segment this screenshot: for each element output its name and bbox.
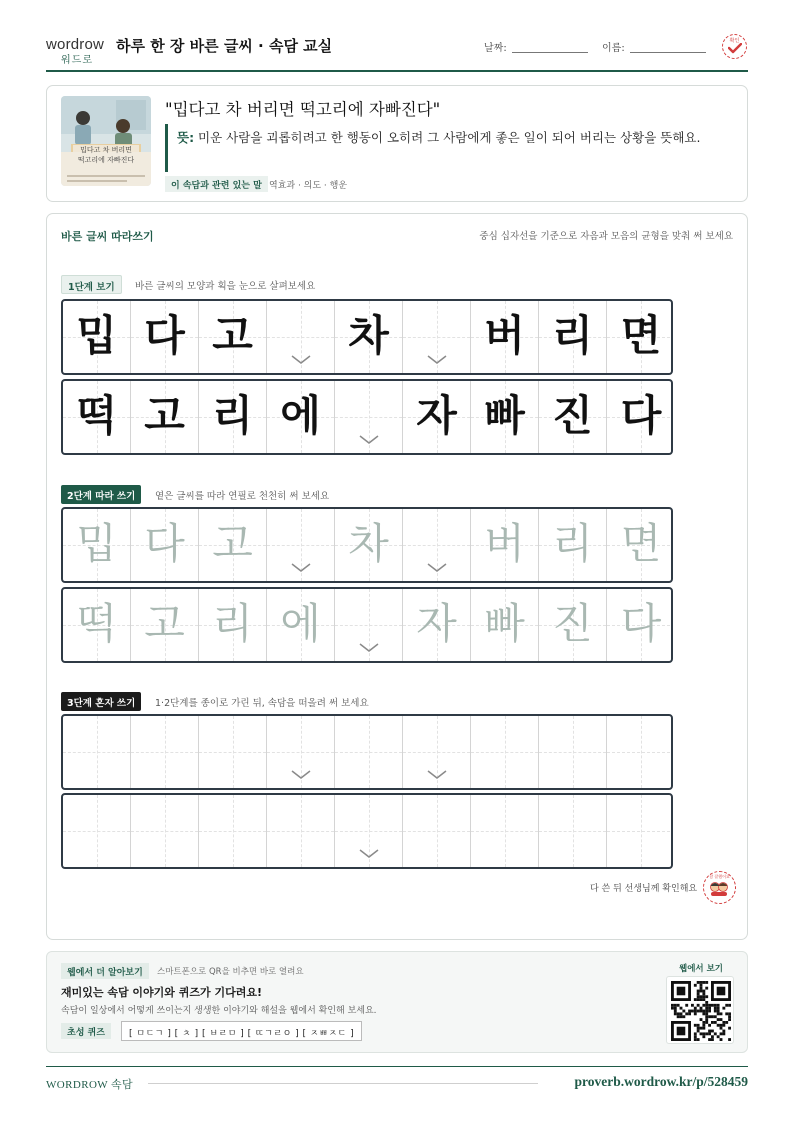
writing-cell [539,301,607,373]
trace-glyph: 밉 [76,519,117,568]
writing-cell[interactable] [403,509,471,581]
writing-cell[interactable] [63,589,131,661]
trace-glyph: 리 [212,599,253,648]
trace-glyph: 고 [212,519,253,568]
name-field[interactable] [630,52,706,53]
date-field[interactable] [512,52,588,53]
writing-cell[interactable] [335,509,403,581]
trace-glyph: 자 [416,599,457,648]
writing-cell[interactable] [403,716,471,788]
worksheet-header [46,30,748,72]
writing-cell[interactable] [131,716,199,788]
step3-badge: 3단계 혼자 쓰기 [61,692,141,711]
writing-cell [267,301,335,373]
writing-cell[interactable] [539,795,607,867]
meaning-label: 뜻: [177,130,195,145]
writing-cell [335,301,403,373]
writing-cell [63,301,131,373]
web-promo-section [46,951,748,1053]
model-glyph: 버 [484,311,525,360]
writing-cell[interactable] [471,795,539,867]
model-glyph: 면 [620,311,662,360]
space-mark-icon [427,563,447,573]
writing-cell[interactable] [471,716,539,788]
writing-cell [607,381,673,453]
writing-cell[interactable] [607,589,673,661]
page-title: 하루 한 장 바른 글씨 · 속담 교실 [116,37,333,55]
writing-cell[interactable] [539,589,607,661]
writing-cell[interactable] [267,589,335,661]
model-glyph: 리 [212,391,253,440]
model-glyph: 고 [212,311,253,360]
writing-cell [403,301,471,373]
trace-glyph: 면 [620,519,662,568]
web-view-label: 웹에서 보기 [679,964,724,974]
space-mark-icon [427,355,447,365]
writing-cell[interactable] [539,509,607,581]
related-words: 역효과 · 의도 · 행운 [269,181,348,191]
meaning-text: 미운 사람을 괴롭히려고 한 행동이 오히려 그 사람에게 좋은 일이 되어 버리는 상황을 뜻해요. [194,130,701,145]
trace-glyph: 떡 [76,599,117,648]
step3-description: 1·2단계를 종이로 가린 뒤, 속담을 떠올려 써 보세요 [155,698,369,709]
date-label: 날짜: [484,43,507,54]
practice-row [61,379,673,455]
practice-hint: 중심 십자선을 기준으로 자음과 모음의 균형을 맞춰 써 보세요 [479,231,733,242]
model-glyph: 빠 [484,391,525,440]
writing-cell [63,381,131,453]
writing-cell[interactable] [199,716,267,788]
practice-title: 바른 글씨 따라쓰기 [61,230,154,243]
qr-code-icon[interactable] [666,976,734,1044]
model-glyph: 고 [144,391,185,440]
space-mark-icon [291,355,311,365]
step2-badge: 2단계 따라 쓰기 [61,485,141,504]
writing-cell[interactable] [335,795,403,867]
writing-cell [471,301,539,373]
writing-cell [131,381,199,453]
practice-row[interactable] [61,587,673,663]
model-glyph: 자 [416,391,457,440]
space-mark-icon [427,770,447,780]
writing-cell[interactable] [267,716,335,788]
writing-cell[interactable] [607,795,673,867]
practice-row [61,299,673,375]
stamp-label: 참 잘했어요 [709,874,730,879]
writing-cell[interactable] [267,795,335,867]
related-words-tag: 이 속담과 관련 있는 말 [165,176,268,192]
name-label: 이름: [602,43,625,54]
model-glyph: 밉 [76,311,117,360]
writing-cell [131,301,199,373]
model-glyph: 리 [552,311,593,360]
footer-rule [148,1083,538,1084]
writing-cell [199,381,267,453]
writing-cell [335,381,403,453]
teacher-check-note: 다 쓴 뒤 선생님께 확인해요 [590,884,698,894]
model-glyph: 진 [552,391,593,440]
writing-cell[interactable] [607,509,673,581]
trace-glyph: 차 [348,519,389,568]
footer-brand: WORDROW 속담 [46,1079,134,1091]
footer-url-link[interactable]: proverb.wordrow.kr/p/528459 [574,1074,748,1089]
handwriting-practice-section [46,213,748,940]
space-mark-icon [359,435,379,445]
step1-badge: 1단계 보기 [61,275,122,294]
proverb-meaning [177,128,737,147]
writing-cell[interactable] [403,589,471,661]
thumbnail-caption-line: 떡고리에 자빠진다 [77,156,135,164]
proverb-card [46,85,748,202]
writing-cell [267,381,335,453]
practice-row[interactable] [61,714,673,790]
trace-glyph: 빠 [484,599,525,648]
check-stamp-label: 확인 [729,38,740,44]
writing-cell [539,381,607,453]
writing-cell[interactable] [63,795,131,867]
writing-cell[interactable] [403,795,471,867]
proverb-illustration [61,96,151,186]
thumbnail-caption-line: 밉다고 차 버리면 [80,146,132,154]
logo-wordmark: wordrow [46,36,105,53]
check-stamp-icon [722,34,747,59]
writing-cell[interactable] [199,509,267,581]
trace-glyph: 진 [552,599,593,648]
step1-description: 바른 글씨의 모양과 획을 눈으로 살펴보세요 [135,281,316,292]
model-glyph: 떡 [76,391,117,440]
writing-cell[interactable] [539,716,607,788]
writing-cell [403,381,471,453]
writing-cell[interactable] [131,795,199,867]
web-description: 속담이 일상에서 어떻게 쓰이는지 생생한 이야기와 해설을 웹에서 확인해 보세요. [61,1006,377,1016]
trace-glyph: 리 [552,519,593,568]
footer-divider [46,1066,748,1067]
initial-consonant-quiz-tag: 초성 퀴즈 [61,1023,111,1039]
well-done-stamp-icon [703,871,736,904]
trace-glyph: 버 [484,519,525,568]
writing-cell [471,381,539,453]
writing-cell[interactable] [607,716,673,788]
writing-cell[interactable] [131,589,199,661]
writing-cell[interactable] [471,509,539,581]
practice-row[interactable] [61,793,673,869]
qr-hint: 스마트폰으로 QR을 비추면 바로 열려요 [157,967,304,977]
trace-glyph: 다 [144,519,185,568]
model-glyph: 차 [348,311,389,360]
web-headline: 재미있는 속담 이야기와 퀴즈가 기다려요! [61,986,262,999]
initial-consonant-quiz: [ ㅁㄷㄱ ] [ ㅊ ] [ ㅂㄹㅁ ] [ ㄸㄱㄹㅇ ] [ ㅈㅃㅈㄷ ] [121,1021,362,1041]
writing-cell[interactable] [335,589,403,661]
trace-glyph: 다 [620,599,662,648]
step2-description: 옅은 글씨를 따라 연필로 천천히 써 보세요 [155,491,330,502]
writing-cell[interactable] [131,509,199,581]
writing-cell [199,301,267,373]
meaning-accent-bar [165,124,168,172]
writing-cell[interactable] [63,716,131,788]
space-mark-icon [359,643,379,653]
logo-korean-wordmark: 워드로 [61,55,93,66]
proverb-title: "밉다고 차 버리면 떡고리에 자빠진다" [165,100,441,119]
space-mark-icon [291,563,311,573]
writing-cell[interactable] [199,795,267,867]
space-mark-icon [359,849,379,859]
practice-row[interactable] [61,507,673,583]
writing-cell[interactable] [63,509,131,581]
writing-cell[interactable] [471,589,539,661]
writing-cell [607,301,673,373]
model-glyph: 다 [620,391,662,440]
writing-cell[interactable] [199,589,267,661]
wordrow-logo [46,36,108,64]
writing-cell[interactable] [335,716,403,788]
trace-glyph: 에 [280,599,321,648]
model-glyph: 에 [280,391,321,440]
writing-cell[interactable] [267,509,335,581]
space-mark-icon [291,770,311,780]
web-more-tag: 웹에서 더 알아보기 [61,963,149,979]
model-glyph: 다 [144,311,185,360]
trace-glyph: 고 [144,599,185,648]
